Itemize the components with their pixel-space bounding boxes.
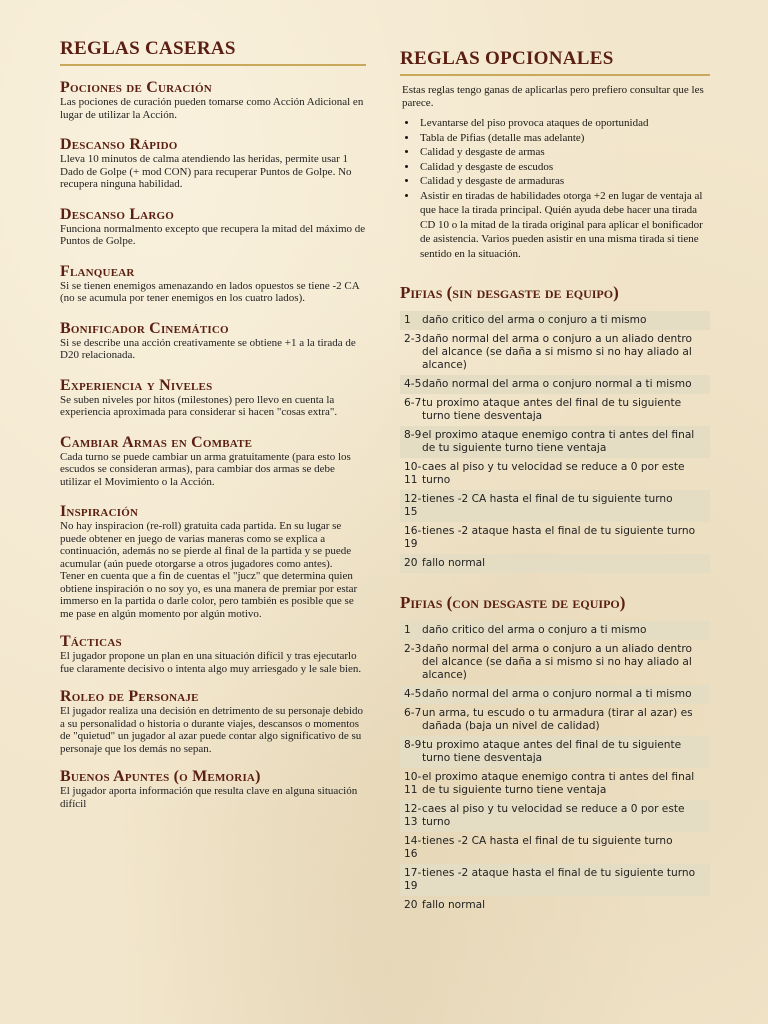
table-title: Pifias (sin desgaste de equipo) <box>400 283 619 302</box>
table-cell-effect: fallo normal <box>422 899 486 911</box>
table-cell-roll: 14- 16 <box>404 835 422 860</box>
table-cell-effect: caes al piso y tu velocidad se reduce a 0 por este turno <box>422 803 685 828</box>
table-row <box>400 490 710 522</box>
fumble-table <box>400 621 710 915</box>
left-column <box>60 38 366 810</box>
table-cell-roll: 6-7 <box>404 707 422 719</box>
optional-rules-title: REGLAS OPCIONALES <box>400 48 710 76</box>
table-cell-effect: daño critico del arma o conjuro a ti mismo <box>422 624 647 636</box>
rule-body: El jugador aporta información que resulta clave en alguna situación difícil <box>60 785 358 810</box>
table-cell-roll: 2-3 <box>404 333 422 345</box>
rule-title: Flanquear <box>60 262 135 280</box>
table-row <box>400 832 710 864</box>
list-item: • Calidad y desgaste de escudos <box>418 160 710 175</box>
rule-title: Buenos Apuntes (o Memoria) <box>60 768 261 785</box>
rule-entry <box>60 435 366 489</box>
table-cell-effect: daño critico del arma o conjuro a ti mismo <box>422 314 647 326</box>
right-column <box>400 48 710 915</box>
table-cell-effect: el proximo ataque enemigo contra ti antes del final de tu siguiente turno tiene ventaja <box>422 771 695 796</box>
table-cell-roll: 16- 19 <box>404 525 422 550</box>
rule-body: Cada turno se puede cambiar un arma gratuitamente (para esto los escudos se consideran armas), para cambiar dos armas se debe utilizar el Movimiento o la Acción. <box>60 450 351 488</box>
table-cell-effect: tu proximo ataque antes del final de tu siguiente turno tiene desventaja <box>422 739 682 764</box>
rule-entry <box>60 137 366 191</box>
table-row <box>400 375 710 394</box>
table-row <box>400 311 710 330</box>
table-cell-roll: 20 <box>404 899 418 911</box>
table-row <box>400 426 710 458</box>
rule-title: Tácticas <box>60 633 122 650</box>
table-cell-effect: daño normal del arma o conjuro a un aliado dentro del alcance (se daña a si mismo si no hay aliado al alcance) <box>422 333 692 371</box>
fumble-table-with-wear <box>400 593 710 915</box>
rule-body: El jugador propone un plan en una situación difícil y tras ejecutarlo fue claramente decisivo o intenta algo muy arriesgado y le sale bien. <box>60 650 362 675</box>
table-cell-effect: el proximo ataque enemigo contra ti antes del final de tu siguiente turno tiene ventaja <box>422 429 695 454</box>
table-cell-effect: caes al piso y tu velocidad se reduce a 0 por este turno <box>422 461 685 486</box>
rule-title: Pociones de Curación <box>60 79 212 96</box>
rule-body: Si se describe una acción creativamente se obtiene +1 a la tirada de D20 relacionada. <box>60 336 356 361</box>
list-item: • Calidad y desgaste de armaduras <box>418 174 710 189</box>
table-row <box>400 704 710 736</box>
table-cell-roll: 20 <box>404 557 418 569</box>
table-cell-effect: tienes -2 ataque hasta el final de tu siguiente turno <box>422 867 696 879</box>
rule-entry <box>60 80 366 121</box>
rule-body: Funciona normalmento excepto que recupera la mitad del máximo de Puntos de Golpe. <box>60 222 366 247</box>
rule-body: Se suben niveles por hitos (milestones) pero llevo en cuenta la experiencia aproximada para considerar si hacen "cosas extra". <box>60 393 338 418</box>
rule-body: No hay inspiracion (re-roll) gratuita cada partida. En su lugar se puede obtener en juego de varias maneras como se explica a continuación, además no se pierde al final de la partida y se puede acumular (aún puede otorgarse a otros jugadores como antes). Tener en cuenta que a fin de cuentas el "jucz" que determina quien obtiene inspiración o no soy yo, es una manera de premiar por estar immerso en la partida o darle color, pero también es posible que se me pase en algún momento por algún motivo. <box>60 520 358 620</box>
table-row <box>400 458 710 490</box>
table-cell-roll: 2-3 <box>404 643 422 655</box>
table-cell-roll: 4-5 <box>404 378 422 390</box>
table-title: Pifias (con desgaste de equipo) <box>400 593 626 612</box>
table-cell-roll: 8-9 <box>404 429 422 441</box>
table-row <box>400 394 710 426</box>
table-cell-roll: 8-9 <box>404 739 422 751</box>
table-cell-effect: daño normal del arma o conjuro normal a ti mismo <box>422 688 692 700</box>
rule-title: Experiencia y Niveles <box>60 376 213 394</box>
fumble-table <box>400 311 710 573</box>
list-item: • Levantarse del piso provoca ataques de oportunidad <box>418 116 710 131</box>
table-cell-effect: daño normal del arma o conjuro a un aliado dentro del alcance (se daña a si mismo si no hay aliado al alcance) <box>422 643 692 681</box>
house-rules-title: REGLAS CASERAS <box>60 38 366 66</box>
table-cell-roll: 10- 11 <box>404 771 422 796</box>
table-cell-roll: 6-7 <box>404 397 422 409</box>
table-row <box>400 522 710 554</box>
rule-title: Cambiar Armas en Combate <box>60 433 253 451</box>
table-cell-roll: 12- 15 <box>404 493 422 518</box>
table-cell-roll: 17- 19 <box>404 867 422 892</box>
list-item: • Asistir en tiradas de habilidades otorga +2 en lugar de ventaja al que hace la tirada principal. Quién ayuda debe hacer una tirada CD 10 o la mitad de la tirada original para aplicar el bonificador de asistencia. Varios pueden asistir en una misma tirada si tiene sentido en la situación. <box>418 189 710 262</box>
rule-title: Inspiración <box>60 503 139 520</box>
table-cell-effect: daño normal del arma o conjuro normal a ti mismo <box>422 378 692 390</box>
rule-body: Si se tienen enemigos amenazando en lados opuestos se tiene -2 CA (no se acumula por tener enemigos en los cuatro lados). <box>60 279 360 304</box>
table-cell-roll: 4-5 <box>404 688 422 700</box>
table-row <box>400 736 710 768</box>
list-item: • Calidad y desgaste de armas <box>418 145 710 160</box>
table-cell-effect: tu proximo ataque antes del final de tu siguiente turno tiene desventaja <box>422 397 682 422</box>
optional-rules-intro: Estas reglas tengo ganas de aplicarlas pero prefiero consultar que les parece. <box>402 84 704 109</box>
rule-title: Roleo de Personaje <box>60 688 199 705</box>
table-cell-effect: tienes -2 CA hasta el final de tu siguiente turno <box>422 493 673 505</box>
table-row <box>400 768 710 800</box>
rule-entry <box>60 689 366 755</box>
rule-entry <box>60 504 366 620</box>
table-cell-effect: fallo normal <box>422 557 486 569</box>
table-cell-effect: un arma, tu escudo o tu armadura (tirar al azar) es dañada (baja un nivel de calidad) <box>422 707 693 732</box>
optional-rules-list <box>400 116 710 261</box>
rule-entry <box>60 207 366 248</box>
rule-title: Descanso Rápido <box>60 136 178 153</box>
rule-title: Bonificador Cinemático <box>60 319 229 337</box>
rule-body: El jugador realiza una decisión en detrimento de su personaje debido a su personalidad o historia o durante viajes, descansos o momentos de "quietud" un jugador al azar puede contar algo significativo de su personaje que los demás no sepan. <box>60 705 364 755</box>
rule-body: Las pociones de curación pueden tomarse como Acción Adicional en lugar de utilizar la Acción. <box>60 96 364 121</box>
table-cell-roll: 10- 11 <box>404 461 422 486</box>
table-cell-roll: 12- 13 <box>404 803 422 828</box>
table-row <box>400 621 710 640</box>
table-cell-effect: tienes -2 CA hasta el final de tu siguiente turno <box>422 835 673 847</box>
rule-title: Descanso Largo <box>60 205 174 223</box>
table-cell-roll: 1 <box>404 624 411 636</box>
table-cell-effect: tienes -2 ataque hasta el final de tu siguiente turno <box>422 525 696 537</box>
rule-entry <box>60 321 366 362</box>
table-cell-roll: 1 <box>404 314 411 326</box>
table-row <box>400 864 710 896</box>
table-row <box>400 640 710 685</box>
table-row <box>400 685 710 704</box>
table-row <box>400 800 710 832</box>
rule-entry <box>60 634 366 675</box>
table-row <box>400 554 710 573</box>
list-item: • Tabla de Pifias (detalle mas adelante) <box>418 131 710 146</box>
rule-body: Lleva 10 minutos de calma atendiendo las heridas, permite usar 1 Dado de Golpe (+ mod CON) para recuperar Puntos de Golpe. No recupera ninguna habilidad. <box>60 153 352 190</box>
rule-entry <box>60 769 366 810</box>
rule-entry <box>60 378 366 419</box>
table-row <box>400 330 710 375</box>
table-row <box>400 896 710 915</box>
rule-entry <box>60 264 366 305</box>
fumble-table-without-wear <box>400 283 710 573</box>
